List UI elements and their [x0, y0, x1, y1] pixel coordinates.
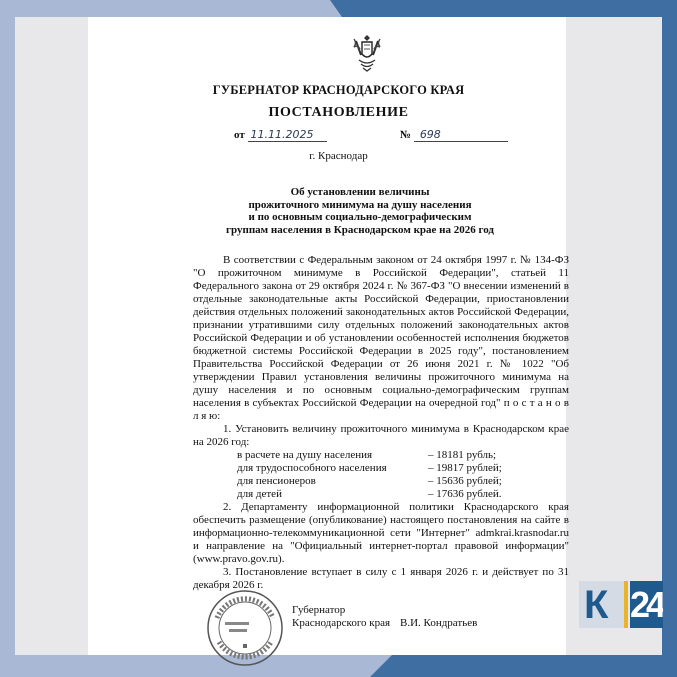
item-2-paragraph: 2. Департаменту информационной политики Краснодарского края обеспечить размещение (опубликование) настоящего постановления на сайте в информационно-телекоммуникационной сети "Интернет" admkrai.krasnodar.ru и направление на "Официальный интернет-портал правовой информации" (www.pravo.gov.ru). [193, 501, 569, 565]
coat-of-arms-icon [352, 33, 382, 73]
title-line: и по основным социально-демографическим [248, 211, 472, 223]
value-row [193, 488, 569, 501]
frame-accent-right [662, 0, 677, 677]
city-label: г. Краснодар [309, 150, 368, 162]
value-row [193, 475, 569, 488]
signatory-position-line: Краснодарского края [292, 617, 391, 629]
signatory-name: В.И. Кондратьев [400, 617, 478, 629]
signatory-position-line: Губернатор [292, 604, 346, 616]
value-amount: – 18181 рубль; [428, 449, 497, 461]
title-line: группам населения в Краснодарском крае на 2026 год [226, 223, 494, 236]
date-value: 11.11.2025 [248, 128, 327, 142]
number-line [400, 128, 508, 142]
document-type-heading: ПОСТАНОВЛЕНИЕ [268, 105, 409, 120]
authority-heading: ГУБЕРНАТОР КРАСНОДАРСКОГО КРАЯ [212, 83, 465, 97]
item-3-paragraph: 3. Постановление вступает в силу с 1 января 2026 г. и действует по 31 декабря 2026 г. [193, 566, 569, 591]
preamble-paragraph: В соответствии с Федеральным законом от 24 октября 1997 г. № 134-ФЗ "О прожиточном минимуме в Российской Федерации", статьей 11 Федерального закона от 29 октября 2024 г. № 367-ФЗ "О внесении изменений в отдельные законодательные акты Российской Федерации, приостановлении действия отдельных положений законодательных актов Российской Федерации, признании утратившими силу отдельных положений законодательных актов Российской Федерации и об установлении особенностей исполнения бюджетов бюджетной системы Российской Федерации в 2025 году", постановлением Правительства Российской Федерации от 26 июня 2021 г. № 1022 "Об утверждении Правил установления величины прожиточного минимума на душу населения и по основным социально-демографическим группам населения в субъектах Российской Федерации на очередной год" п о с т а н о в л я ю: [193, 254, 569, 422]
value-label: для трудоспособного населения [237, 462, 387, 474]
subsistence-values-list [193, 449, 569, 501]
document-body [193, 254, 569, 592]
date-prefix: от [234, 129, 245, 141]
k24-logo-letter: К [584, 583, 609, 627]
value-row [193, 449, 569, 462]
value-label: для детей [237, 488, 282, 500]
number-prefix: № [400, 129, 412, 141]
value-label: для пенсионеров [237, 475, 316, 487]
frame-accent-top [330, 0, 677, 17]
frame-accent-bottom [370, 655, 677, 677]
document-title [180, 186, 540, 236]
value-label: в расчете на душу населения [237, 449, 373, 461]
title-line: прожиточного минимума на душу населения [248, 198, 472, 211]
k24-logo-letter-block [579, 581, 624, 628]
title-line: Об установлении величины [290, 186, 430, 198]
number-value: 698 [414, 128, 508, 142]
value-amount: – 19817 рублей; [428, 462, 502, 474]
k24-logo-number-block [630, 581, 663, 628]
date-line [234, 128, 327, 142]
item-1-paragraph: 1. Установить величину прожиточного минимума в Краснодарском крае на 2026 год: [193, 423, 569, 448]
official-stamp-icon [205, 588, 285, 668]
value-row [193, 462, 569, 475]
k24-logo-divider [624, 581, 628, 628]
value-amount: – 17636 рублей. [428, 488, 502, 500]
value-amount: – 15636 рублей; [428, 475, 502, 487]
k24-logo-number: 24 [630, 584, 663, 625]
signatory-position [292, 604, 390, 630]
